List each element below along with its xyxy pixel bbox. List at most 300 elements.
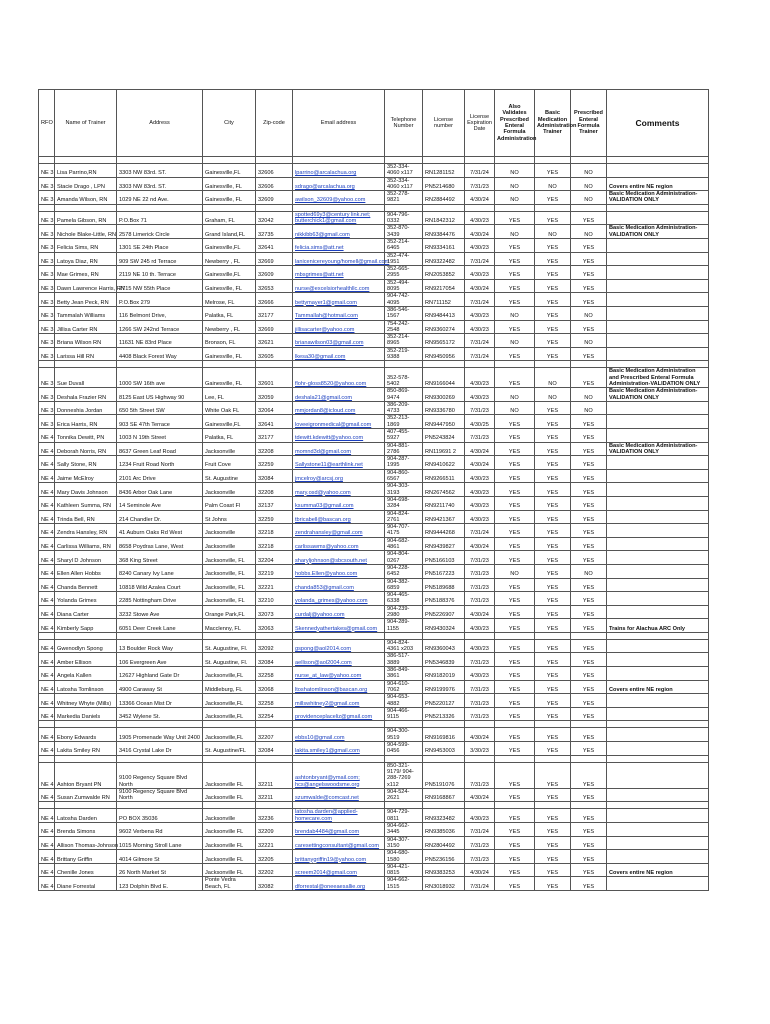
telephone-cell: 904-599-0456	[385, 742, 423, 756]
table-row	[39, 347, 709, 361]
trainer-name: Deshala Frazier RN	[55, 388, 117, 402]
header-prescribed: Prescribed Enteral Formula Trainer	[571, 90, 607, 157]
email-link[interactable]: aellison@aol2004.com	[293, 653, 385, 667]
basic-med-cell: YES	[535, 680, 571, 694]
rfo-cell: NE 3	[39, 279, 55, 293]
spacer-cell	[55, 632, 117, 639]
rfo-cell: NE 4	[39, 639, 55, 653]
rfo-cell: NE 4	[39, 707, 55, 721]
zip-cell: 32209	[256, 823, 293, 837]
address-cell: 11631 NE 83rd Place	[117, 334, 203, 348]
rfo-cell: NE 4	[39, 428, 55, 442]
spacer-cell	[39, 361, 55, 368]
prescribed-cell: YES	[571, 694, 607, 708]
address-cell: 26 North Market St	[117, 863, 203, 877]
telephone-cell: 904-824-2761	[385, 510, 423, 524]
basic-med-cell: YES	[535, 850, 571, 864]
expiration-cell: 7/31/23	[465, 428, 495, 442]
spacer-cell	[203, 157, 256, 164]
license-cell: RN9199976	[423, 680, 465, 694]
table-row	[39, 667, 709, 681]
email-link[interactable]: Skennedyathertakes@gmail.com	[293, 619, 385, 633]
zip-cell: 32259	[256, 510, 293, 524]
expiration-cell: 7/31/23	[465, 707, 495, 721]
telephone-cell: 352-213-1869	[385, 415, 423, 429]
zip-cell: 32258	[256, 694, 293, 708]
expiration-cell: 7/31/23	[465, 401, 495, 415]
trainer-name: Briana Wilson RN	[55, 334, 117, 348]
table-row	[39, 266, 709, 280]
spacer-cell	[117, 157, 203, 164]
email-link[interactable]: lakita.smiley1@gmail.com	[293, 742, 385, 756]
rfo-cell: NE 4	[39, 483, 55, 497]
comment-cell	[607, 279, 709, 293]
city-cell: Jacksonville	[203, 483, 256, 497]
email-link[interactable]: sdrago@arcalachua.org	[293, 177, 385, 191]
zip-cell: 32669	[256, 252, 293, 266]
rfo-cell: NE 4	[39, 680, 55, 694]
prescribed-cell: NO	[571, 191, 607, 205]
comment-cell	[607, 164, 709, 178]
also-validates-cell: YES	[495, 347, 535, 361]
prescribed-cell: YES	[571, 578, 607, 592]
rfo-cell: NE 4	[39, 653, 55, 667]
spacer-cell	[117, 204, 203, 211]
zip-cell: 32218	[256, 524, 293, 538]
city-cell: Fruit Cove	[203, 456, 256, 470]
expiration-cell: 4/30/24	[465, 191, 495, 205]
header-basic-med: Basic Medication Administration Trainer	[535, 90, 571, 157]
rfo-cell: NE 4	[39, 809, 55, 823]
table-row	[39, 694, 709, 708]
email-link[interactable]: felicia.sims@att.net	[293, 238, 385, 252]
address-cell: 9602 Verbena Rd	[117, 823, 203, 837]
prescribed-cell: YES	[571, 762, 607, 788]
trainer-table	[38, 89, 709, 891]
table-row	[39, 225, 709, 239]
license-cell: RN9211740	[423, 496, 465, 510]
also-validates-cell: NO	[495, 334, 535, 348]
basic-med-cell: YES	[535, 306, 571, 320]
spacer-cell	[535, 721, 571, 728]
telephone-cell: 386-849-3861	[385, 667, 423, 681]
spacer-cell	[256, 721, 293, 728]
city-cell: St. Augustine/FL	[203, 742, 256, 756]
email-link[interactable]: brendab4484@gmail.com	[293, 823, 385, 837]
email-link[interactable]: Tammallah@hotmail.com	[293, 306, 385, 320]
email-link[interactable]: szumwalde@comcast.net	[293, 788, 385, 802]
table-row	[39, 639, 709, 653]
zip-cell: 32064	[256, 401, 293, 415]
basic-med-cell: YES	[535, 578, 571, 592]
also-validates-cell: YES	[495, 639, 535, 653]
spacer-cell	[203, 361, 256, 368]
comment-cell: Basic Medication Administration-VALIDATION ONLY	[607, 442, 709, 456]
license-cell: RN9322482	[423, 252, 465, 266]
zip-cell: 32601	[256, 368, 293, 388]
trainer-name: Ebony Edwards	[55, 728, 117, 742]
rfo-cell: NE 3	[39, 347, 55, 361]
trainer-name: Mary Davis Johnson	[55, 483, 117, 497]
address-cell: 1029 NE 22 nd Ave.	[117, 191, 203, 205]
address-cell: 13366 Ocean Mist Dr	[117, 694, 203, 708]
email-link[interactable]: tbricabell@bascan.org	[293, 510, 385, 524]
rfo-cell: NE 3	[39, 320, 55, 334]
expiration-cell: 7/31/24	[465, 164, 495, 178]
comment-cell	[607, 401, 709, 415]
expiration-cell: 4/30/23	[465, 266, 495, 280]
email-link[interactable]: ebbs10@gmail.com	[293, 728, 385, 742]
table-row	[39, 334, 709, 348]
also-validates-cell: YES	[495, 850, 535, 864]
license-cell: RN9169816	[423, 728, 465, 742]
email-link[interactable]: Sallystone11@earthlink.net	[293, 456, 385, 470]
telephone-cell: 754-242-2548	[385, 320, 423, 334]
email-link[interactable]: bettymayer1@gmail.com	[293, 293, 385, 307]
basic-med-cell: YES	[535, 510, 571, 524]
table-row	[39, 469, 709, 483]
basic-med-cell: YES	[535, 619, 571, 633]
email-link[interactable]: spotted69y3@century link.net; butterchick1@gmail.com	[293, 211, 385, 225]
telephone-cell: 904-729-0811	[385, 809, 423, 823]
prescribed-cell: YES	[571, 293, 607, 307]
spacer-cell	[293, 632, 385, 639]
email-link[interactable]: screem2014@gmail.com	[293, 863, 385, 877]
expiration-cell: 4/30/23	[465, 667, 495, 681]
email-link[interactable]: nikkibb63@gmail.com	[293, 225, 385, 239]
also-validates-cell: YES	[495, 592, 535, 606]
address-cell: P.O.Box 71	[117, 211, 203, 225]
zip-cell: 32084	[256, 469, 293, 483]
email-link[interactable]: jillisacarter@yahoo.com	[293, 320, 385, 334]
expiration-cell: 7/31/24	[465, 877, 495, 891]
city-cell: Gainesville,FL	[203, 164, 256, 178]
header-email: Email address	[293, 90, 385, 157]
trainer-name: Stacie Drago , LPN	[55, 177, 117, 191]
table-row	[39, 809, 709, 823]
email-link[interactable]: ksumma03@gmail.com	[293, 496, 385, 510]
spacer-cell	[465, 721, 495, 728]
telephone-cell: 904-610-7062	[385, 680, 423, 694]
basic-med-cell: YES	[535, 293, 571, 307]
city-cell: Jacksonville,FL	[203, 694, 256, 708]
spacer-cell	[465, 361, 495, 368]
prescribed-cell: YES	[571, 809, 607, 823]
expiration-cell: 4/30/23	[465, 496, 495, 510]
email-link[interactable]: awilson_32609@yahoo.com	[293, 191, 385, 205]
also-validates-cell: YES	[495, 605, 535, 619]
basic-med-cell: YES	[535, 605, 571, 619]
comment-cell	[607, 850, 709, 864]
email-link[interactable]: brianawilson03@gmail.com	[293, 334, 385, 348]
spacer-cell	[385, 802, 423, 809]
email-link[interactable]: nurse@excelsiorhealthllc.com	[293, 279, 385, 293]
trainer-name: Mae Grimes, RN	[55, 266, 117, 280]
spacer-cell	[423, 632, 465, 639]
city-cell: Palatka, FL	[203, 306, 256, 320]
also-validates-cell: YES	[495, 293, 535, 307]
table-row	[39, 592, 709, 606]
header-row	[39, 90, 709, 157]
rfo-cell: NE 3	[39, 191, 55, 205]
email-link[interactable]: nurse_at_law@yahoo.com	[293, 667, 385, 681]
spacer-cell	[293, 721, 385, 728]
prescribed-cell: YES	[571, 510, 607, 524]
prescribed-cell: NO	[571, 306, 607, 320]
email-link[interactable]: dforrestal@oneeaesallie.org	[293, 877, 385, 891]
trainer-name: Dawn Lawrence Harris, RN	[55, 279, 117, 293]
city-cell: Bronson, FL	[203, 334, 256, 348]
trainer-name: Diana Carter	[55, 605, 117, 619]
prescribed-cell: YES	[571, 320, 607, 334]
license-cell: PN5346839	[423, 653, 465, 667]
email-link[interactable]: ltoshatomlinson@bascan.org	[293, 680, 385, 694]
spacer-cell	[117, 632, 203, 639]
email-link[interactable]: lparrino@arcalachua.org	[293, 164, 385, 178]
telephone-cell: 904-860-6567	[385, 469, 423, 483]
zip-cell: 32208	[256, 442, 293, 456]
email-link[interactable]: jmcelroy@arcsj.org	[293, 469, 385, 483]
comment-cell: Covers entire NE region	[607, 177, 709, 191]
spacer-cell	[385, 157, 423, 164]
also-validates-cell: YES	[495, 537, 535, 551]
comment-cell	[607, 592, 709, 606]
zip-cell: 32641	[256, 415, 293, 429]
basic-med-cell: YES	[535, 592, 571, 606]
telephone-cell: 850-869-9474	[385, 388, 423, 402]
comment-cell	[607, 266, 709, 280]
spacer-cell	[465, 755, 495, 762]
basic-med-cell: YES	[535, 728, 571, 742]
trainer-name: Susan Zumwalde RN	[55, 788, 117, 802]
table-row	[39, 742, 709, 756]
email-link[interactable]: zendrahansley@gmail.com	[293, 524, 385, 538]
expiration-cell: 4/30/24	[465, 225, 495, 239]
basic-med-cell: YES	[535, 863, 571, 877]
email-link[interactable]: lkesa30@gmail.com	[293, 347, 385, 361]
zip-cell: 32621	[256, 334, 293, 348]
trainer-name: Kimberly Sapp	[55, 619, 117, 633]
trainer-name: Yolanda Grimes	[55, 592, 117, 606]
email-link[interactable]: loveeigronmedical@gmail.com	[293, 415, 385, 429]
spacer-cell	[39, 204, 55, 211]
license-cell: RN2804492	[423, 836, 465, 850]
zip-cell: 32207	[256, 728, 293, 742]
spacer-cell	[465, 204, 495, 211]
expiration-cell: 4/30/23	[465, 211, 495, 225]
zip-cell: 32073	[256, 605, 293, 619]
email-link[interactable]: mbsgrimes@att.net	[293, 266, 385, 280]
city-cell: St Johns	[203, 510, 256, 524]
comment-cell: Basic Medication Administration-VALIDATION ONLY	[607, 191, 709, 205]
table-row	[39, 496, 709, 510]
telephone-cell: 352-494-8095	[385, 279, 423, 293]
rfo-cell: NE 4	[39, 863, 55, 877]
spacer-cell	[39, 632, 55, 639]
prescribed-cell: YES	[571, 707, 607, 721]
city-cell: Gainesville,FL	[203, 415, 256, 429]
zip-cell: 32641	[256, 238, 293, 252]
spacer-cell	[423, 802, 465, 809]
table-row	[39, 306, 709, 320]
address-cell: 650 5th Street SW	[117, 401, 203, 415]
rfo-cell: NE 3	[39, 368, 55, 388]
address-cell: 6051 Deer Creek Lane	[117, 619, 203, 633]
trainer-name: Nichole Blake-Little, RN	[55, 225, 117, 239]
zip-cell: 32084	[256, 653, 293, 667]
table-row	[39, 537, 709, 551]
prescribed-cell: YES	[571, 442, 607, 456]
zip-cell: 32068	[256, 680, 293, 694]
email-link[interactable]: carlissawms@yahoo.com	[293, 537, 385, 551]
expiration-cell: 7/31/23	[465, 694, 495, 708]
expiration-cell: 7/31/23	[465, 592, 495, 606]
license-cell: RN9385036	[423, 823, 465, 837]
prescribed-cell: YES	[571, 537, 607, 551]
trainer-name: Deborah Norris, RN	[55, 442, 117, 456]
telephone-cell: 850-321-9179/ 904-288-7269 x112	[385, 762, 423, 788]
header-also-validates: Also Validates Prescribed Enteral Formula Administration	[495, 90, 535, 157]
comment-cell	[607, 469, 709, 483]
telephone-cell: 904-824-4361 x203	[385, 639, 423, 653]
email-link[interactable]: providenceplaceliz@gmail.com	[293, 707, 385, 721]
spacer-cell	[385, 204, 423, 211]
spacer-cell	[495, 632, 535, 639]
address-cell: 8658 Poydras Lane, West	[117, 537, 203, 551]
email-link[interactable]: lanicenicereyoung/homell@gmail.com	[293, 252, 385, 266]
basic-med-cell: YES	[535, 252, 571, 266]
trainer-name: Markedia Daniels	[55, 707, 117, 721]
email-link[interactable]: tdewitt.kdewitt@yahoo.com	[293, 428, 385, 442]
email-link[interactable]: curdalj@yahoo.com	[293, 605, 385, 619]
address-cell: 8436 Arbor Oak Lane	[117, 483, 203, 497]
basic-med-cell: YES	[535, 551, 571, 565]
trainer-name: Sue Duvall	[55, 368, 117, 388]
spacer-cell	[385, 755, 423, 762]
city-cell: Middleburg, FL	[203, 680, 256, 694]
prescribed-cell: NO	[571, 225, 607, 239]
spacer-cell	[495, 755, 535, 762]
email-link[interactable]: mary.osd@yahoo.com	[293, 483, 385, 497]
also-validates-cell: YES	[495, 211, 535, 225]
spacer-cell	[55, 204, 117, 211]
email-link[interactable]: millswhitney2@gmail.com	[293, 694, 385, 708]
table-row	[39, 762, 709, 788]
comment-cell	[607, 252, 709, 266]
comment-cell	[607, 653, 709, 667]
expiration-cell: 7/31/23	[465, 850, 495, 864]
email-link[interactable]: chanda853@gmail.com	[293, 578, 385, 592]
comment-cell: Trains for Alachua ARC Only	[607, 619, 709, 633]
email-link[interactable]: hobbs.Ellen@yahoo.com	[293, 564, 385, 578]
rfo-cell: NE 3	[39, 334, 55, 348]
email-link[interactable]: flohr-gloss8520@yahoo.com	[293, 368, 385, 388]
also-validates-cell: YES	[495, 551, 535, 565]
expiration-cell: 7/31/23	[465, 836, 495, 850]
zip-cell: 32735	[256, 225, 293, 239]
email-link[interactable]: mmjordan8@icloud.com	[293, 401, 385, 415]
telephone-cell: 407-455-5927	[385, 428, 423, 442]
email-link[interactable]: momnd3d@gmail.com	[293, 442, 385, 456]
address-cell: PO BOX 35036	[117, 809, 203, 823]
license-cell: RN9565172	[423, 334, 465, 348]
zip-cell: 32221	[256, 836, 293, 850]
also-validates-cell: NO	[495, 191, 535, 205]
spacer-cell	[607, 802, 709, 809]
prescribed-cell: YES	[571, 238, 607, 252]
table-row	[39, 279, 709, 293]
section-spacer	[39, 755, 709, 762]
email-link[interactable]: caresettingconsultant@gmail.com	[293, 836, 385, 850]
also-validates-cell: NO	[495, 564, 535, 578]
table-row	[39, 238, 709, 252]
email-link[interactable]: yolanda_grimes@yahoo.com	[293, 592, 385, 606]
expiration-cell: 4/30/23	[465, 306, 495, 320]
trainer-name: Sharyl D Johnson	[55, 551, 117, 565]
spacer-cell	[535, 632, 571, 639]
basic-med-cell: YES	[535, 667, 571, 681]
rfo-cell: NE 4	[39, 524, 55, 538]
telephone-cell: 352-870-3439	[385, 225, 423, 239]
comment-cell	[607, 809, 709, 823]
rfo-cell: NE 3	[39, 306, 55, 320]
city-cell: Jacksonville,FL	[203, 728, 256, 742]
telephone-cell: 904-524-2621	[385, 788, 423, 802]
city-cell: Jacksonville FL	[203, 863, 256, 877]
comment-cell	[607, 639, 709, 653]
table-row	[39, 252, 709, 266]
table-row	[39, 293, 709, 307]
zip-cell: 32042	[256, 211, 293, 225]
table-row	[39, 823, 709, 837]
email-link[interactable]: sharyljohnson@sbcsouth.net	[293, 551, 385, 565]
telephone-cell: 352-278-9821	[385, 191, 423, 205]
expiration-cell: 7/31/23	[465, 578, 495, 592]
zip-cell: 32258	[256, 667, 293, 681]
comment-cell	[607, 667, 709, 681]
email-link[interactable]: brittanygriffin19@yahoo.com	[293, 850, 385, 864]
basic-med-cell: YES	[535, 639, 571, 653]
license-cell: RN9439827	[423, 537, 465, 551]
telephone-cell: 904-662-1515	[385, 877, 423, 891]
email-link[interactable]: ashtonbryant@ymail.com; hcs@angelswoodsme.org	[293, 762, 385, 788]
rfo-cell: NE 4	[39, 823, 55, 837]
zip-cell: 32254	[256, 707, 293, 721]
telephone-cell: 352-334-4060 x117	[385, 164, 423, 178]
trainer-name: Ashton Bryant PN	[55, 762, 117, 788]
prescribed-cell: YES	[571, 496, 607, 510]
comment-cell	[607, 238, 709, 252]
email-link[interactable]: gspong@aol2014.com	[293, 639, 385, 653]
table-row	[39, 211, 709, 225]
email-link[interactable]: latosha.darden@applied-homecare.com	[293, 809, 385, 823]
license-cell: PN5220127	[423, 694, 465, 708]
license-cell: RN9168867	[423, 788, 465, 802]
prescribed-cell: YES	[571, 639, 607, 653]
license-cell: PN5191076	[423, 762, 465, 788]
telephone-cell: 904-682-4861	[385, 537, 423, 551]
spacer-cell	[117, 361, 203, 368]
address-cell: 14 Seminole Ave	[117, 496, 203, 510]
trainer-name: Tonnika Dewitt, PN	[55, 428, 117, 442]
expiration-cell: 7/31/23	[465, 177, 495, 191]
email-link[interactable]: deshala21@gmail.com	[293, 388, 385, 402]
basic-med-cell: YES	[535, 653, 571, 667]
spacer-cell	[256, 755, 293, 762]
basic-med-cell: YES	[535, 877, 571, 891]
spacer-cell	[535, 361, 571, 368]
prescribed-cell: YES	[571, 823, 607, 837]
